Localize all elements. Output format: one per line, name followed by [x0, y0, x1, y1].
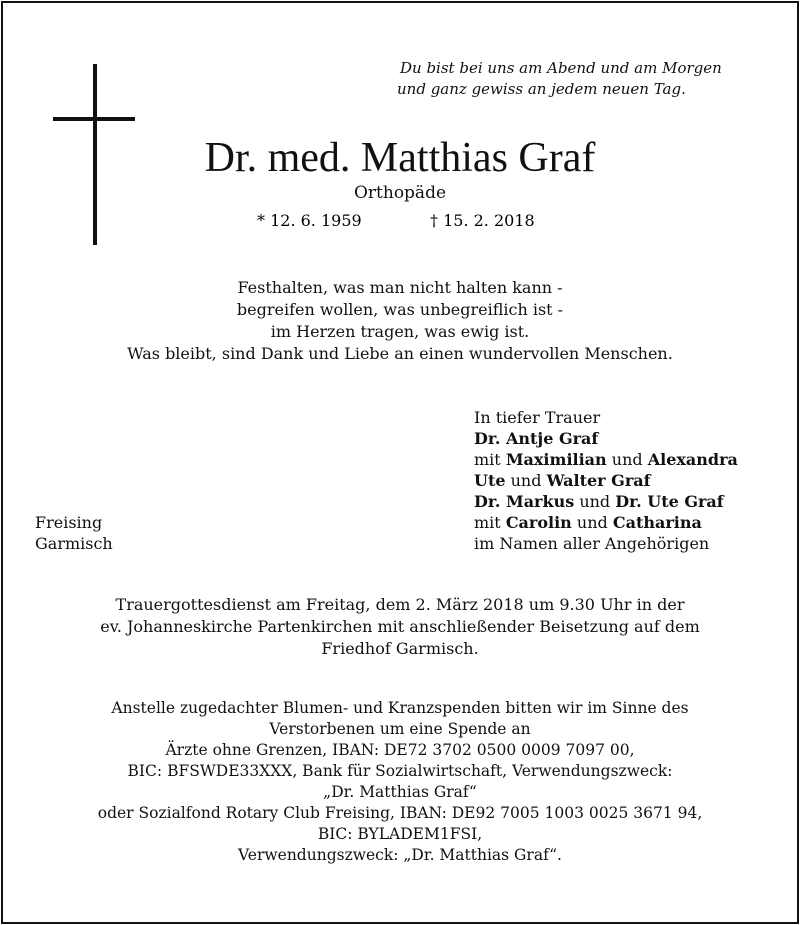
motto	[397, 58, 770, 100]
service-info	[0, 594, 800, 660]
service-line: Trauergottesdienst am Freitag, dem 2. März 2018 um 9.30 Uhr in der	[115, 595, 685, 614]
connector-text: und	[576, 513, 608, 532]
mourner-name: Ute	[474, 471, 506, 490]
donation-line: Verstorbenen um eine Spende an	[269, 720, 531, 738]
mourner-name: Dr. Markus	[474, 492, 575, 511]
places	[35, 512, 113, 554]
donation-line: Ärzte ohne Grenzen, IBAN: DE72 3702 0500 0009 7097 00,	[165, 741, 635, 759]
connector-text: mit	[474, 450, 501, 469]
mourners-intro: In tiefer Trauer	[474, 408, 601, 427]
donation-line: „Dr. Matthias Graf“	[323, 783, 477, 801]
donation-line: Anstelle zugedachter Blumen- und Kranzspenden bitten wir im Sinne des	[111, 699, 689, 717]
connector-text: und	[611, 450, 643, 469]
donation-line: oder Sozialfond Rotary Club Freising, IBAN: DE92 7005 1003 0025 3671 94,	[97, 804, 703, 822]
poem-line: im Herzen tragen, was ewig ist.	[270, 322, 530, 341]
service-line: Friedhof Garmisch.	[321, 639, 479, 658]
donation-info	[0, 698, 800, 866]
mourner-line	[474, 449, 794, 470]
motto-line: und ganz gewiss an jedem neuen Tag.	[397, 80, 686, 98]
donation-line: Verwendungszweck: „Dr. Matthias Graf“.	[238, 846, 562, 864]
connector-text: und	[510, 471, 542, 490]
mourner-name: Dr. Ute Graf	[615, 492, 724, 511]
service-line: ev. Johanneskirche Partenkirchen mit anschließender Beisetzung auf dem	[100, 617, 700, 636]
motto-line: Du bist bei uns am Abend und am Morgen	[400, 59, 722, 77]
mourners-closing: im Namen aller Angehörigen	[474, 534, 710, 553]
mourner-line	[474, 491, 794, 512]
mourner-name: Alexandra	[647, 450, 738, 469]
mourner-name: Walter Graf	[546, 471, 651, 490]
mourner-name: Catharina	[612, 513, 702, 532]
poem-line: Festhalten, was man nicht halten kann -	[237, 278, 563, 297]
poem	[0, 277, 800, 365]
birth-date: * 12. 6. 1959	[257, 211, 362, 230]
place-name: Garmisch	[35, 534, 113, 553]
place-name: Freising	[35, 513, 103, 532]
mourners-list	[474, 407, 794, 554]
mourner-name: Carolin	[505, 513, 572, 532]
mourner-name: Maximilian	[505, 450, 607, 469]
donation-line: BIC: BYLADEM1FSI,	[317, 825, 483, 843]
donation-line: BIC: BFSWDE33XXX, Bank für Sozialwirtschaft, Verwendungszweck:	[127, 762, 673, 780]
poem-line: begreifen wollen, was unbegreiflich ist -	[236, 300, 564, 319]
mourner-line	[474, 470, 794, 491]
cross-horizontal-bar	[53, 117, 135, 121]
poem-line: Was bleibt, sind Dank und Liebe an einen wundervollen Menschen.	[127, 344, 673, 363]
mourner-name: Dr. Antje Graf	[474, 429, 599, 448]
connector-text: und	[579, 492, 611, 511]
mourner-line	[474, 428, 794, 449]
connector-text: mit	[474, 513, 501, 532]
death-date: † 15. 2. 2018	[430, 211, 535, 230]
deceased-profession: Orthopäde	[353, 183, 447, 203]
deceased-name: Dr. med. Matthias Graf	[204, 135, 596, 181]
mourner-line	[474, 512, 794, 533]
